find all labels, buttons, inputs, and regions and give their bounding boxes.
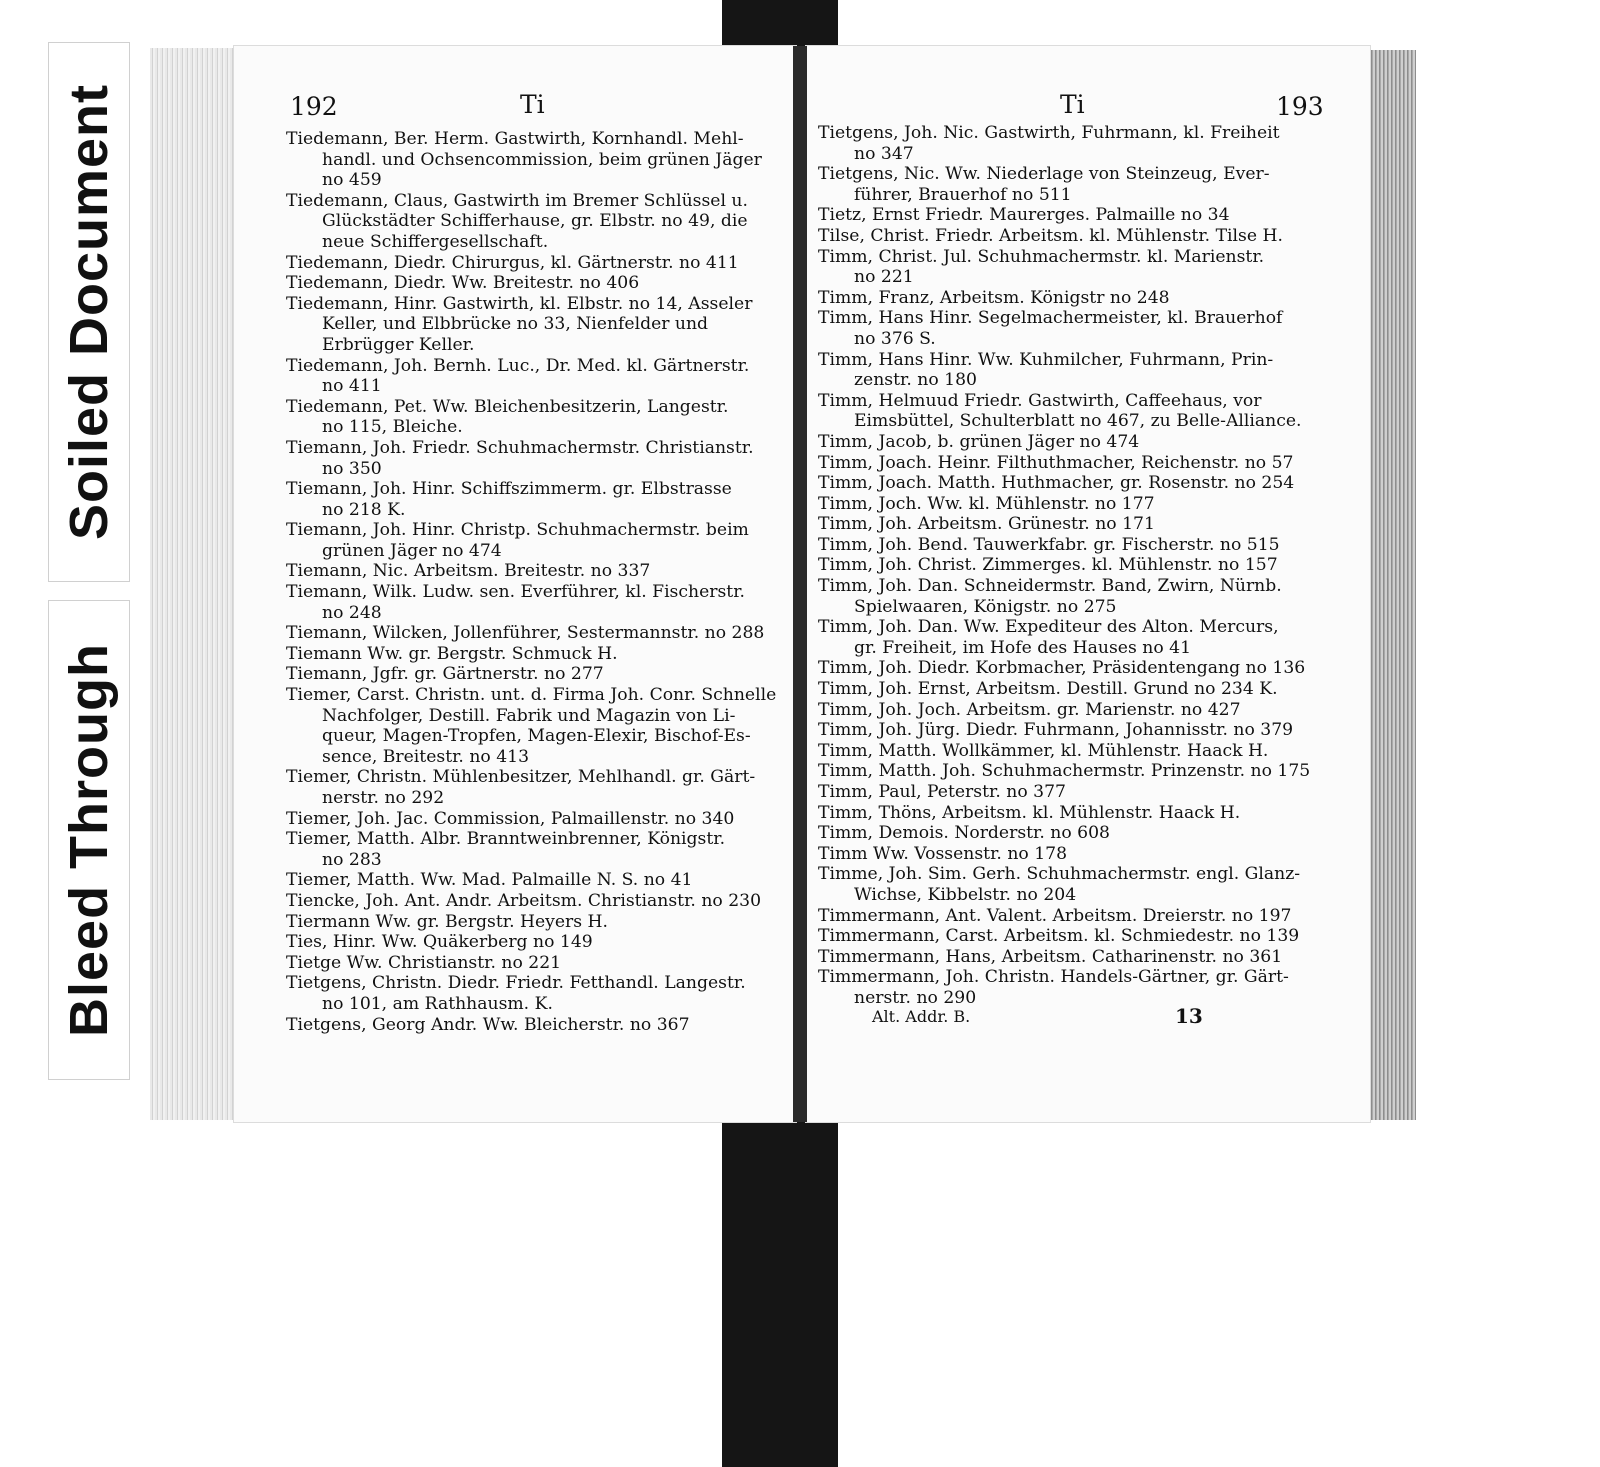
entry-continuation: nerstr. no 292 (322, 788, 445, 808)
entry-continuation: neue Schiffergesellschaft. (322, 231, 549, 252)
entry-line: Tiemann, Joh. Hinr. Schiffszimmerm. gr. Elbstrasse (286, 479, 732, 500)
directory-entry (818, 123, 1318, 164)
directory-entry (286, 356, 782, 397)
entry-line: Tiedemann, Joh. Bernh. Luc., Dr. Med. kl. Gärtnerstr. (286, 355, 750, 376)
entry-line: Tiemann, Joh. Hinr. Christp. Schuhmachermstr. beim (286, 520, 749, 541)
entry-line: Tilse, Christ. Friedr. Arbeitsm. kl. Mühlenstr. Tilse H. (818, 225, 1283, 246)
entry-line: Tiemann, Nic. Arbeitsm. Breitestr. no 337 (286, 561, 651, 582)
directory-entry (818, 555, 1318, 576)
entry-continuation: queur, Magen-Tropfen, Magen-Elexir, Bischof-Es- (322, 726, 751, 747)
directory-entry (818, 700, 1318, 721)
entry-line: Tiemer, Matth. Albr. Branntweinbrenner, Königstr. (286, 829, 726, 850)
directory-entry (818, 494, 1318, 515)
entry-line: Timm, Joh. Jürg. Diedr. Fuhrmann, Johannisstr. no 379 (818, 720, 1294, 741)
directory-entry (818, 453, 1318, 474)
entry-line: Tiencke, Joh. Ant. Andr. Arbeitsm. Christianstr. no 230 (286, 890, 762, 911)
left-page-heading: Ti (520, 90, 545, 119)
directory-entry (286, 397, 782, 438)
entry-continuation: nerstr. no 290 (854, 987, 977, 1008)
binding-strip-top (722, 0, 838, 50)
entry-line: Timm, Hans Hinr. Segelmachermeister, kl. Brauerhof (818, 308, 1283, 329)
entry-line: Tiemer, Christn. Mühlenbesitzer, Mehlhandl. gr. Gärt- (286, 767, 756, 788)
directory-entry (818, 617, 1318, 658)
directory-entry (818, 576, 1318, 617)
entry-continuation: no 411 (322, 376, 382, 397)
directory-entry (286, 685, 782, 767)
directory-entry (818, 967, 1318, 1008)
directory-entry (286, 273, 782, 294)
directory-entry (286, 953, 782, 974)
directory-entry (818, 391, 1318, 432)
entry-continuation: Spielwaaren, Königstr. no 275 (854, 596, 1117, 617)
entry-continuation: Glückstädter Schifferhause, gr. Elbstr. no 49, die (322, 211, 748, 232)
entry-line: Tiemann, Wilcken, Jollenführer, Sestermannstr. no 288 (286, 623, 765, 644)
directory-entry (818, 247, 1318, 288)
footer-imprint: Alt. Addr. B. (872, 1007, 971, 1026)
entry-continuation: no 283 (322, 849, 382, 870)
entry-line: Timm, Matth. Joh. Schuhmachermstr. Prinzenstr. no 175 (818, 761, 1311, 782)
directory-entry (818, 761, 1318, 782)
entry-continuation: grünen Jäger no 474 (322, 540, 502, 561)
entry-continuation: no 218 K. (322, 499, 406, 520)
entry-line: Tiemann, Jgfr. gr. Gärtnerstr. no 277 (286, 664, 604, 685)
directory-entry (818, 164, 1318, 205)
left-page-entries (286, 129, 782, 1035)
directory-entry (818, 741, 1318, 762)
directory-entry (818, 288, 1318, 309)
entry-line: Tiemer, Joh. Jac. Commission, Palmaillenstr. no 340 (286, 808, 735, 829)
directory-entry (286, 520, 782, 561)
entry-line: Timm, Franz, Arbeitsm. Königstr no 248 (818, 287, 1170, 308)
directory-entry (286, 932, 782, 953)
entry-line: Timm, Hans Hinr. Ww. Kuhmilcher, Fuhrmann, Prin- (818, 349, 1274, 370)
entry-line: Timm, Joh. Ernst, Arbeitsm. Destill. Grund no 234 K. (818, 679, 1278, 700)
entry-line: Tiemer, Matth. Ww. Mad. Palmaille N. S. no 41 (286, 870, 693, 891)
entry-line: Timm, Joach. Heinr. Filthuthmacher, Reichenstr. no 57 (818, 452, 1294, 473)
entry-line: Timmermann, Ant. Valent. Arbeitsm. Dreierstr. no 197 (818, 905, 1292, 926)
left-page-edges (150, 48, 242, 1120)
directory-entry (818, 720, 1318, 741)
entry-line: Tietgens, Georg Andr. Ww. Bleicherstr. no 367 (286, 1014, 690, 1035)
entry-line: Timm, Christ. Jul. Schuhmachermstr. kl. Marienstr. (818, 246, 1265, 267)
directory-entry (286, 582, 782, 623)
entry-line: Timm, Joh. Dan. Ww. Expediteur des Alton. Mercurs, (818, 617, 1279, 638)
entry-line: Timm, Joh. Dan. Schneidermstr. Band, Zwirn, Nürnb. (818, 576, 1282, 597)
directory-entry (818, 658, 1318, 679)
directory-entry (286, 829, 782, 870)
entry-continuation: no 115, Bleiche. (322, 417, 463, 438)
entry-continuation: Nachfolger, Destill. Fabrik und Magazin von Li- (322, 705, 736, 726)
directory-entry (818, 926, 1318, 947)
directory-entry (818, 432, 1318, 453)
directory-entry (286, 644, 782, 665)
entry-continuation: zenstr. no 180 (854, 370, 977, 391)
entry-line: Timm, Matth. Wollkämmer, kl. Mühlenstr. Haack H. (818, 740, 1269, 761)
entry-line: Ties, Hinr. Ww. Quäkerberg no 149 (286, 932, 593, 953)
directory-entry (286, 1015, 782, 1036)
entry-line: Timm, Demois. Norderstr. no 608 (818, 823, 1110, 844)
entry-line: Timmermann, Joh. Christn. Handels-Gärtner, gr. Gärt- (818, 967, 1289, 988)
entry-line: Timm, Joh. Diedr. Korbmacher, Präsidentengang no 136 (818, 658, 1306, 679)
entry-continuation: Eimsbüttel, Schulterblatt no 467, zu Belle-Alliance. (854, 411, 1302, 432)
entry-continuation: no 248 (322, 602, 382, 623)
left-page-number: 192 (290, 92, 338, 121)
entry-line: Tiedemann, Diedr. Chirurgus, kl. Gärtnerstr. no 411 (286, 252, 739, 273)
entry-line: Timm, Helmuud Friedr. Gastwirth, Caffeehaus, vor (818, 390, 1262, 411)
directory-entry (818, 864, 1318, 905)
entry-line: Tietge Ww. Christianstr. no 221 (286, 952, 562, 973)
directory-entry (818, 514, 1318, 535)
directory-entry (286, 191, 782, 253)
directory-entry (286, 664, 782, 685)
directory-entry (818, 308, 1318, 349)
directory-entry (818, 226, 1318, 247)
entry-line: Timmermann, Carst. Arbeitsm. kl. Schmiedestr. no 139 (818, 926, 1300, 947)
directory-entry (286, 438, 782, 479)
entry-line: Timm, Jacob, b. grünen Jäger no 474 (818, 431, 1140, 452)
directory-entry (818, 350, 1318, 391)
entry-continuation: no 376 S. (854, 328, 936, 349)
directory-entry (286, 767, 782, 808)
directory-entry (818, 823, 1318, 844)
footer-signature-mark: 13 (1175, 1004, 1203, 1028)
directory-entry (286, 253, 782, 274)
entry-line: Timm, Joh. Christ. Zimmerges. kl. Mühlenstr. no 157 (818, 555, 1278, 576)
directory-entry (818, 473, 1318, 494)
directory-entry (286, 623, 782, 644)
entry-line: Timm, Joh. Joch. Arbeitsm. gr. Marienstr. no 427 (818, 699, 1241, 720)
entry-continuation: gr. Freiheit, im Hofe des Hauses no 41 (854, 637, 1192, 658)
entry-continuation: no 347 (854, 143, 914, 164)
directory-entry (286, 973, 782, 1014)
right-page-edges (1368, 50, 1416, 1120)
entry-continuation: Keller, und Elbbrücke no 33, Nienfelder und (322, 314, 709, 335)
directory-entry (286, 479, 782, 520)
entry-line: Timm, Thöns, Arbeitsm. kl. Mühlenstr. Haack H. (818, 802, 1241, 823)
binding-strip-bottom (722, 1110, 838, 1467)
directory-entry (286, 294, 782, 356)
entry-line: Tietgens, Christn. Diedr. Friedr. Fetthandl. Langestr. (286, 973, 746, 994)
entry-line: Tiedemann, Hinr. Gastwirth, kl. Elbstr. no 14, Asseler (286, 293, 753, 314)
entry-line: Tiemer, Carst. Christn. unt. d. Firma Joh. Conr. Schnelle (286, 685, 777, 706)
right-page-number: 193 (1276, 92, 1324, 121)
directory-entry (818, 782, 1318, 803)
entry-line: Tiermann Ww. gr. Bergstr. Heyers H. (286, 911, 609, 932)
directory-entry (818, 535, 1318, 556)
entry-line: Tietgens, Joh. Nic. Gastwirth, Fuhrmann, kl. Freiheit (818, 123, 1280, 143)
entry-line: Timm Ww. Vossenstr. no 178 (818, 843, 1068, 864)
directory-entry (286, 561, 782, 582)
entry-line: Timm, Joch. Ww. kl. Mühlenstr. no 177 (818, 493, 1155, 514)
entry-line: Tiemann, Joh. Friedr. Schuhmachermstr. Christianstr. (286, 437, 754, 458)
entry-continuation: no 101, am Rathhausm. K. (322, 993, 553, 1014)
entry-line: Timm, Joh. Bend. Tauwerkfabr. gr. Fischerstr. no 515 (818, 534, 1280, 555)
entry-line: Timm, Paul, Peterstr. no 377 (818, 782, 1066, 802)
directory-entry (286, 870, 782, 891)
entry-line: Tiedemann, Ber. Herm. Gastwirth, Kornhandl. Mehl- (286, 129, 744, 149)
entry-line: Timmermann, Hans, Arbeitsm. Catharinenstr. no 361 (818, 946, 1283, 967)
entry-line: Tietgens, Nic. Ww. Niederlage von Steinzeug, Ever- (818, 164, 1270, 185)
directory-entry (286, 129, 782, 191)
bleed-through-stamp (48, 600, 130, 1080)
entry-continuation: führer, Brauerhof no 511 (854, 184, 1072, 205)
entry-continuation: no 350 (322, 458, 382, 479)
entry-continuation: no 221 (854, 267, 914, 288)
entry-line: Tiemann Ww. gr. Bergstr. Schmuck H. (286, 643, 618, 664)
directory-entry (818, 803, 1318, 824)
entry-line: Tiemann, Wilk. Ludw. sen. Everführer, kl. Fischerstr. (286, 582, 745, 603)
entry-line: Tiedemann, Claus, Gastwirth im Bremer Schlüssel u. (286, 190, 748, 211)
entry-line: Tietz, Ernst Friedr. Maurerges. Palmaille no 34 (818, 205, 1230, 226)
entry-continuation: no 459 (322, 170, 382, 191)
directory-entry (818, 906, 1318, 927)
entry-line: Timm, Joh. Arbeitsm. Grünestr. no 171 (818, 514, 1155, 535)
entry-line: Tiedemann, Pet. Ww. Bleichenbesitzerin, Langestr. (286, 396, 729, 417)
entry-continuation: handl. und Ochsencommission, beim grünen Jäger (322, 149, 762, 170)
directory-entry (818, 844, 1318, 865)
soiled-document-label: Soiled Document (59, 83, 119, 541)
entry-line: Tiedemann, Diedr. Ww. Breitestr. no 406 (286, 273, 640, 294)
directory-entry (286, 891, 782, 912)
right-page-heading: Ti (1060, 90, 1085, 119)
book-gutter (793, 46, 807, 1122)
directory-entry (818, 679, 1318, 700)
soiled-document-stamp (48, 42, 130, 582)
entry-continuation: Erbrügger Keller. (322, 334, 475, 355)
entry-continuation: sence, Breitestr. no 413 (322, 746, 530, 767)
entry-line: Timme, Joh. Sim. Gerh. Schuhmachermstr. engl. Glanz- (818, 864, 1301, 885)
right-page-entries (818, 123, 1318, 1009)
directory-entry (286, 912, 782, 933)
directory-entry (286, 809, 782, 830)
entry-line: Timm, Joach. Matth. Huthmacher, gr. Rosenstr. no 254 (818, 473, 1295, 494)
entry-continuation: Wichse, Kibbelstr. no 204 (854, 884, 1077, 905)
directory-entry (818, 947, 1318, 968)
bleed-through-label: Bleed Through (59, 643, 119, 1037)
directory-entry (818, 205, 1318, 226)
